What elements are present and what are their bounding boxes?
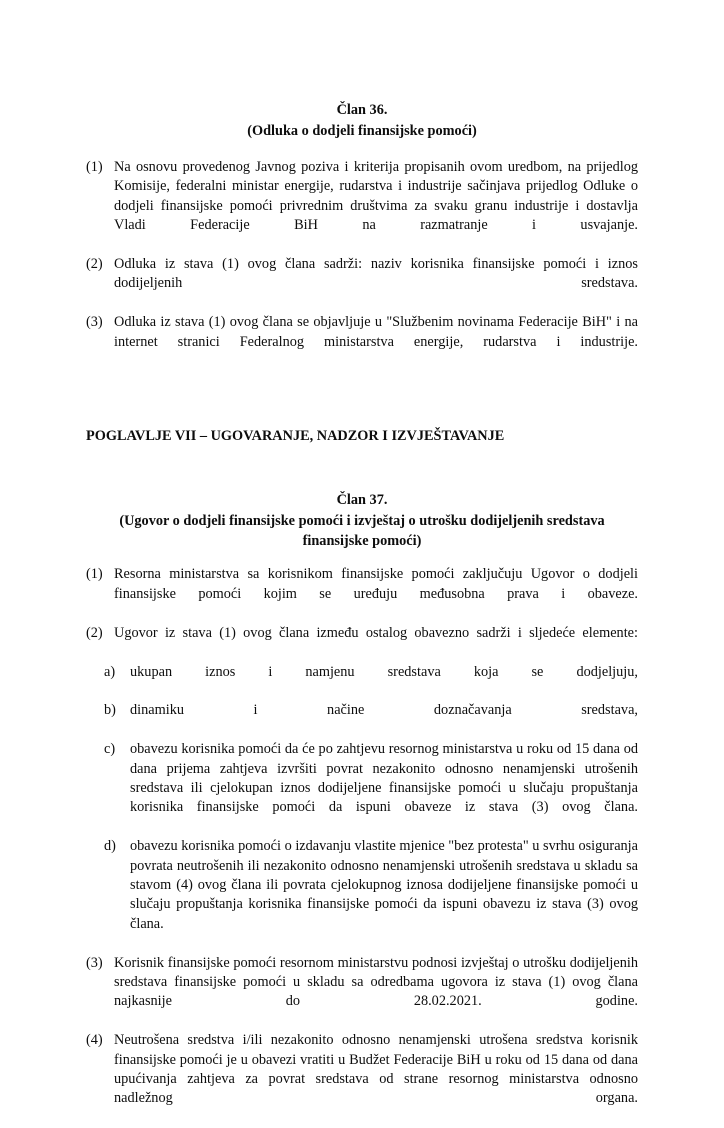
article-36-heading-block <box>86 100 638 141</box>
paragraph-text: Neutrošena sredstva i/ili nezakonito odnosno nenamjenski utrošena sredstva korisnik finansijske pomoći je u obavezi vratiti u Budžet Federacije BiH u roku od 15 dana od dana upućivanja zahtjeva za povrat sredstava od strane resornog ministarstva odnosno nadležnog organa. <box>114 1032 638 1107</box>
paragraph-marker: (1) <box>86 566 103 583</box>
sub-item-a <box>86 663 638 702</box>
sub-item-marker: a) <box>104 663 116 680</box>
article-36-paragraph-1 <box>86 158 638 255</box>
paragraph-marker: (1) <box>86 159 103 175</box>
article-37-paragraph-1 <box>86 565 638 623</box>
article-37-paragraph-3 <box>86 954 638 1032</box>
sub-item-marker: b) <box>104 702 116 719</box>
paragraph-marker: (3) <box>86 954 103 971</box>
article-37-subtitle-line-1: (Ugovor o dodjeli finansijske pomoći i izvještaj o utrošku dodijeljenih sredstava <box>119 513 605 530</box>
article-37-paragraph-2 <box>86 624 638 663</box>
paragraph-marker: (3) <box>86 314 103 331</box>
sub-item-marker: c) <box>104 741 116 758</box>
paragraph-marker: (2) <box>86 624 103 641</box>
paragraph-text: Odluka iz stava (1) ovog člana sadrži: naziv korisnika finansijske pomoći i iznos dodijeljenih sredstava. <box>114 256 638 292</box>
sub-item-c <box>86 740 638 837</box>
article-37-sub-item-list <box>86 663 638 954</box>
article-37-paragraph-list <box>86 565 638 1128</box>
article-37-title: Član 37. <box>336 492 388 509</box>
paragraph-text: Ugovor iz stava (1) ovog člana između ostalog obavezno sadrži i sljedeće elemente: <box>114 624 638 641</box>
paragraph-marker: (2) <box>86 256 103 273</box>
article-36-paragraph-2 <box>86 255 638 313</box>
sub-item-d <box>86 837 638 953</box>
document-body <box>86 100 638 1128</box>
article-36-title: Član 36. <box>336 102 388 118</box>
paragraph-text: Korisnik finansijske pomoći resornom ministarstvu podnosi izvještaj o utrošku dodijeljenih sredstava finansijske pomoći u skladu sa odredbama ugovora iz stava (1) ovog člana najkasnije do 28.02.2021. godine. <box>114 954 638 1010</box>
sub-item-text: dinamiku i načine doznačavanja sredstava, <box>130 702 638 719</box>
article-36-paragraph-3 <box>86 313 638 371</box>
article-36-subtitle: (Odluka o dodjeli finansijske pomoći) <box>247 123 477 139</box>
article-37-subtitle-line-2: finansijske pomoći) <box>302 533 422 550</box>
article-37-heading-block <box>86 490 638 551</box>
chapter-heading: POGLAVLJE VII – UGOVARANJE, NADZOR I IZVJEŠTAVANJE <box>86 428 505 445</box>
sub-item-marker: d) <box>104 838 116 855</box>
sub-item-text: ukupan iznos i namjenu sredstava koja se dodjeljuju, <box>130 663 638 680</box>
paragraph-text: Resorna ministarstva sa korisnikom finansijske pomoći zaključuju Ugovor o dodjeli finansijske pomoći kojim se uređuju međusobna prava i obaveze. <box>114 566 638 602</box>
article-36-paragraph-list <box>86 158 638 371</box>
sub-item-b <box>86 701 638 740</box>
paragraph-marker: (4) <box>86 1032 103 1049</box>
paragraph-text: Na osnovu provedenog Javnog poziva i kriterija propisanih ovom uredbom, na prijedlog Komisije, federalni ministar energije, rudarstva i industrije sačinjava prijedlog Odluke o dodjeli finansijske pomoći privrednim društvima za svaku granu industrije i dostavlja Vladi Federacije BiH na razmatranje i usvajanje. <box>114 159 638 234</box>
sub-item-text: obavezu korisnika pomoći o izdavanju vlastite mjenice "bez protesta" u svrhu osiguranja povrata neutrošenih ili nezakonito odnosno nenamjenski utrošenih sredstava u skladu sa stavom (4) ovog člana ili povrata cjelokupnog iznosa dodijeljene finansijske pomoći u slučaju propuštanja korisnika finansijske pomoći da ispuni obavezu iz stava (3) ovog člana. <box>130 838 638 932</box>
sub-item-text: obavezu korisnika pomoći da će po zahtjevu resornog ministarstva u roku od 15 dana od dana prijema zahtjeva izvršiti povrat nezakonito odnosno nenamjenski utrošenih sredstava ili cjelokupan iznos dodijeljene finansijske pomoći u slučaju propuštanja korisnika finansijske pomoći da ispuni obaveze iz stava (3) ovog člana. <box>130 741 638 816</box>
article-37-paragraph-4 <box>86 1031 638 1128</box>
paragraph-text: Odluka iz stava (1) ovog člana se objavljuje u "Službenim novinama Federacije BiH" i na internet stranici Federalnog ministarstva energije, rudarstva i industrije. <box>114 314 638 350</box>
